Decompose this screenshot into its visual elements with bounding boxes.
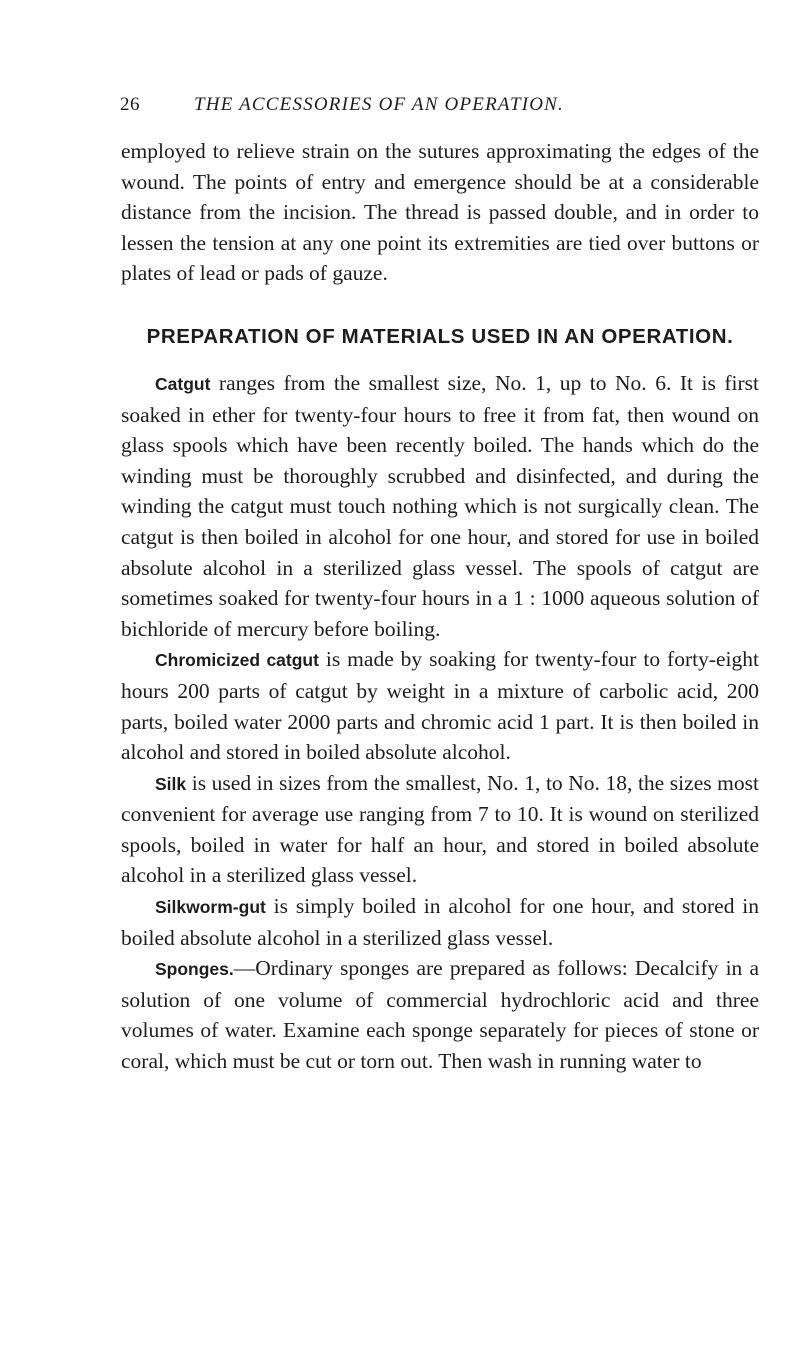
page-number: 26	[120, 94, 140, 115]
paragraph-lead: Silkworm-gut	[155, 897, 266, 918]
paragraph-lead: Silk	[155, 773, 187, 794]
paragraph-silkworm-gut	[121, 891, 759, 953]
paragraph-silk	[121, 768, 759, 891]
paragraph-lead: Catgut	[155, 373, 211, 394]
paragraph-text: is used in sizes from the smallest, No. 1, to No. 18, the sizes most convenient for average use ranging from 7 to 10. It is wound on sterilized spools, boiled in water for half an hour, and stored in boiled absolute alcohol in a sterilized glass vessel.	[121, 770, 759, 888]
paragraph-text: ranges from the smallest size, No. 1, up to No. 6. It is first soaked in ether for twenty-four hours to free it from fat, then wound on glass spools which have been recently boiled. The hands which do the winding must be thoroughly scrubbed and disinfected, and during the winding the catgut must touch nothing which is not surgically clean. The catgut is then boiled in alcohol for one hour, and stored for use in boiled absolute alcohol in a sterilized glass vessel. The spools of catgut are sometimes soaked for twenty-four hours in a 1 : 1000 aqueous solution of bichloride of mercury before boiling.	[121, 370, 759, 641]
paragraph-chromicized-catgut	[121, 644, 759, 767]
paragraph-lead: Chromicized catgut	[155, 650, 319, 671]
paragraph-lead: Sponges.	[155, 959, 234, 980]
running-head	[120, 84, 760, 124]
paragraph-sponges	[121, 953, 759, 1076]
paragraph-catgut	[121, 368, 759, 644]
paragraph-text: is simply boiled in alcohol for one hour, and stored in boiled absolute alcohol in a sterilized glass vessel.	[121, 894, 759, 950]
paragraph-text: —Ordinary sponges are prepared as follows: Decalcify in a solution of one volume of commercial hydrochloric acid and three volumes of water. Examine each sponge separately for pieces of stone or coral, which must be cut or torn out. Then wash in running water to	[121, 956, 759, 1074]
page-body	[121, 136, 759, 1077]
running-title: THE ACCESSORIES OF AN OPERATION.	[194, 94, 565, 115]
paragraph-text: is made by soaking for twenty-four to forty-eight hours 200 parts of catgut by weight in a mixture of carbolic acid, 200 parts, boiled water 2000 parts and chromic acid 1 part. It is then boiled in alcohol and stored in boiled absolute alcohol.	[121, 647, 759, 765]
section-heading: PREPARATION OF MATERIALS USED IN AN OPERATION.	[146, 324, 734, 348]
intro-paragraph: employed to relieve strain on the sutures approximating the edges of the wound. The points of entry and emergence should be at a considerable distance from the incision. The thread is passed double, and in order to lessen the tension at any one point its extremities are tied over buttons or plates of lead or pads of gauze.	[121, 139, 759, 286]
